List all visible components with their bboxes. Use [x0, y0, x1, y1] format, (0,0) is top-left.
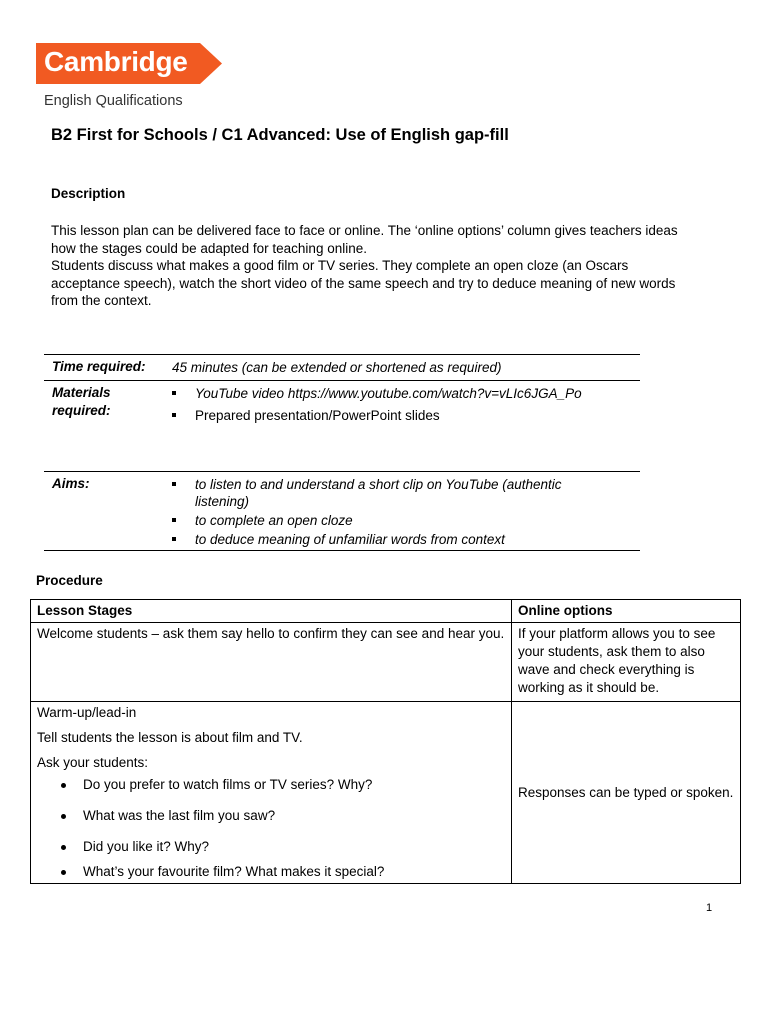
materials-list — [171, 385, 611, 424]
document-title: B2 First for Schools / C1 Advanced: Use of English gap-fill — [51, 126, 509, 144]
stage-instruction: Ask your students: — [37, 755, 149, 770]
aims-item: to deduce meaning of unfamiliar words from context — [171, 531, 611, 548]
stage-title: Warm-up/lead-in — [37, 705, 137, 720]
description-body — [51, 222, 691, 310]
online-cell: If your platform allows you to see your students, ask them to also wave and check everything is working as it should be. — [512, 623, 741, 702]
description-heading: Description — [51, 186, 126, 201]
stage-instruction: Tell students the lesson is about film and TV. — [37, 730, 303, 745]
cambridge-logo — [36, 43, 222, 109]
logo-banner — [36, 43, 222, 84]
aims-label: Aims: — [52, 476, 90, 491]
materials-row — [44, 380, 640, 471]
online-column-header: Online options — [512, 600, 741, 623]
aims-row — [44, 471, 640, 551]
stage-cell — [31, 702, 512, 884]
stages-column-header: Lesson Stages — [31, 600, 512, 623]
logo-wordmark: Cambridge — [44, 46, 188, 77]
lesson-info-table — [44, 354, 640, 551]
question-item: Did you like it? Why? — [37, 838, 505, 856]
time-value: 45 minutes (can be extended or shortened as required) — [172, 360, 502, 375]
question-item: What was the last film you saw? — [37, 807, 505, 825]
description-paragraph-1: This lesson plan can be delivered face to face or online. The ‘online options’ column gives teachers ideas how the stages could be adapted for teaching online. — [51, 223, 678, 256]
table-row — [31, 702, 741, 884]
time-row — [44, 354, 640, 380]
time-label: Time required: — [52, 359, 146, 374]
procedure-table — [30, 599, 741, 884]
procedure-header-row — [31, 600, 741, 623]
materials-item: YouTube video https://www.youtube.com/watch?v=vLIc6JGA_Po — [171, 385, 611, 402]
table-row — [31, 623, 741, 702]
page-number: 1 — [706, 902, 713, 914]
stage-cell: Welcome students – ask them say hello to confirm they can see and hear you. — [31, 623, 512, 702]
question-item: Do you prefer to watch films or TV series? Why? — [37, 776, 505, 794]
aims-list — [171, 476, 611, 548]
materials-item: Prepared presentation/PowerPoint slides — [171, 407, 611, 424]
aims-item: to listen to and understand a short clip on YouTube (authentic listening) — [171, 476, 611, 510]
materials-label: Materials required: — [52, 385, 111, 418]
aims-item: to complete an open cloze — [171, 512, 611, 529]
question-list — [37, 776, 505, 881]
procedure-heading: Procedure — [36, 573, 103, 588]
description-paragraph-2: Students discuss what makes a good film or TV series. They complete an open cloze (an Oscars acceptance speech), watch the short video of the same speech and try to deduce meaning of new words from the context. — [51, 258, 676, 308]
question-item: What’s your favourite film? What makes it special? — [37, 863, 505, 881]
logo-subtitle: English Qualifications — [44, 93, 183, 109]
online-cell: Responses can be typed or spoken. — [512, 702, 741, 884]
